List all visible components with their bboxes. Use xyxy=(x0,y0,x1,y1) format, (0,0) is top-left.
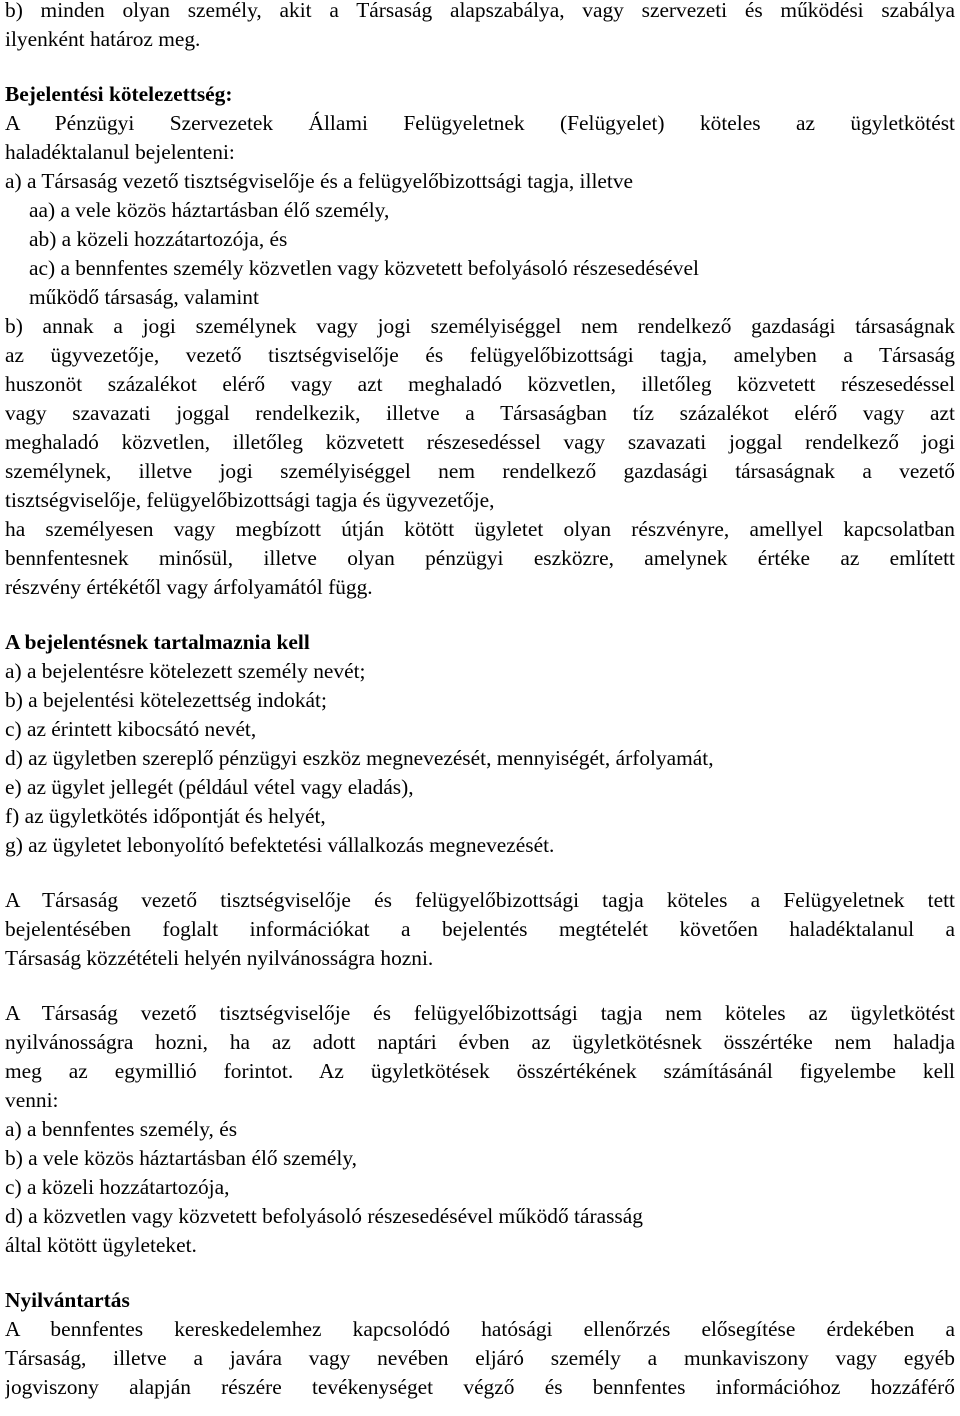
paragraph-line: Társaság, illetve a javára vagy nevében eljáró személy a munkaviszony vagy egyéb xyxy=(5,1346,955,1370)
list-item: d) az ügyletben szereplő pénzügyi eszköz megnevezését, mennyiségét, árfolyamát, xyxy=(5,746,714,770)
list-item: e) az ügylet jellegét (például vétel vagy eladás), xyxy=(5,775,414,799)
contents-heading: A bejelentésnek tartalmaznia kell xyxy=(5,630,310,654)
obligation-section xyxy=(5,80,955,602)
paragraph-line: nyilvánosságra hozni, ha az adott naptári évben az ügyletkötésnek összértéke nem haladja xyxy=(5,1030,955,1054)
list-item: c) a közeli hozzátartozója, xyxy=(5,1175,230,1199)
paragraph-line: meg az egymillió forintot. Az ügyletkötések összértékének számításánál figyelembe kell xyxy=(5,1059,955,1083)
paragraph-line: jogviszony alapján részére tevékenységet végző és bennfentes információhoz hozzáférő xyxy=(5,1375,955,1399)
intro-line: b) minden olyan személy, akit a Társaság alapszabálya, vagy szervezeti és működési szabálya xyxy=(5,0,955,22)
exemption-section xyxy=(5,999,955,1260)
publication-section xyxy=(5,886,955,973)
list-item: a) a bennfentes személy, és xyxy=(5,1117,238,1141)
list-item: g) az ügyletet lebonyolító befektetési vállalkozás megnevezését. xyxy=(5,833,555,857)
list-item: f) az ügyletkötés időpontját és helyét, xyxy=(5,804,326,828)
list-item: d) a közvetlen vagy közvetett befolyásoló részesedésével működő tárasság xyxy=(5,1204,643,1228)
list-item: c) az érintett kibocsátó nevét, xyxy=(5,717,257,741)
paragraph-line: meghaladó közvetlen, illetőleg közvetett részesedéssel vagy szavazati joggal rendelkező jogi xyxy=(5,430,955,454)
list-item: működő társaság, valamint xyxy=(29,285,259,309)
paragraph-line: bejelentésében foglalt információkat a bejelentés megtételét követően haladéktalanul a xyxy=(5,917,955,941)
list-item: ab) a közeli hozzátartozója, és xyxy=(29,227,288,251)
paragraph-line: venni: xyxy=(5,1088,59,1112)
list-item: a) a Társaság vezető tisztségviselője és a felügyelőbizottsági tagja, illetve xyxy=(5,169,634,193)
list-item: a) a bejelentésre kötelezett személy nevét; xyxy=(5,659,366,683)
paragraph-line: huszonöt százalékot elérő vagy azt meghaladó közvetlen, illetőleg közvetett részesedéssel xyxy=(5,372,955,396)
list-item: b) a vele közös háztartásban élő személy, xyxy=(5,1146,357,1170)
paragraph-line: személynek, illetve jogi személyiséggel nem rendelkező gazdasági társaságnak a vezető xyxy=(5,459,955,483)
paragraph-line: vagy szavazati joggal rendelkezik, illetve a Társaságban tíz százalékot elérő vagy azt xyxy=(5,401,955,425)
paragraph-line: A Társaság vezető tisztségviselője és felügyelőbizottsági tagja nem köteles az ügyletkötést xyxy=(5,1001,955,1025)
registry-section xyxy=(5,1286,955,1402)
obligation-heading: Bejelentési kötelezettség: xyxy=(5,82,233,106)
paragraph-line: tisztségviselője, felügyelőbizottsági tagja és ügyvezetője, xyxy=(5,488,495,512)
contents-section xyxy=(5,628,955,860)
paragraph-line: részvény értékétől vagy árfolyamától függ. xyxy=(5,575,373,599)
registry-heading: Nyilvántartás xyxy=(5,1288,130,1312)
list-item: ac) a bennfentes személy közvetlen vagy közvetett befolyásoló részesedésével xyxy=(29,256,699,280)
list-item: b) a bejelentési kötelezettség indokát; xyxy=(5,688,327,712)
intro-line: ilyenként határoz meg. xyxy=(5,27,201,51)
intro-section xyxy=(5,0,955,54)
paragraph-line: bennfentesnek minősül, illetve olyan pénzügyi eszközre, amelynek értéke az említett xyxy=(5,546,955,570)
list-item: aa) a vele közös háztartásban élő személy, xyxy=(29,198,390,222)
document-page xyxy=(5,0,955,1402)
paragraph-line: A Pénzügyi Szervezetek Állami Felügyeletnek (Felügyelet) köteles az ügyletkötést xyxy=(5,111,955,135)
paragraph-line: az ügyvezetője, vezető tisztségviselője és felügyelőbizottsági tagja, amelyben a Társaság xyxy=(5,343,955,367)
paragraph-line: haladéktalanul bejelenteni: xyxy=(5,140,235,164)
paragraph-line: A bennfentes kereskedelemhez kapcsolódó hatósági ellenőrzés elősegítése érdekében a xyxy=(5,1317,955,1341)
paragraph-line: Társaság közzétételi helyén nyilvánosságra hozni. xyxy=(5,946,434,970)
paragraph-line: b) annak a jogi személynek vagy jogi személyiséggel nem rendelkező gazdasági társaságnak xyxy=(5,314,955,338)
list-item: által kötött ügyleteket. xyxy=(5,1233,197,1257)
paragraph-line: A Társaság vezető tisztségviselője és felügyelőbizottsági tagja köteles a Felügyeletnek tett xyxy=(5,888,955,912)
paragraph-line: ha személyesen vagy megbízott útján kötött ügyletet olyan részvényre, amellyel kapcsolatban xyxy=(5,517,955,541)
